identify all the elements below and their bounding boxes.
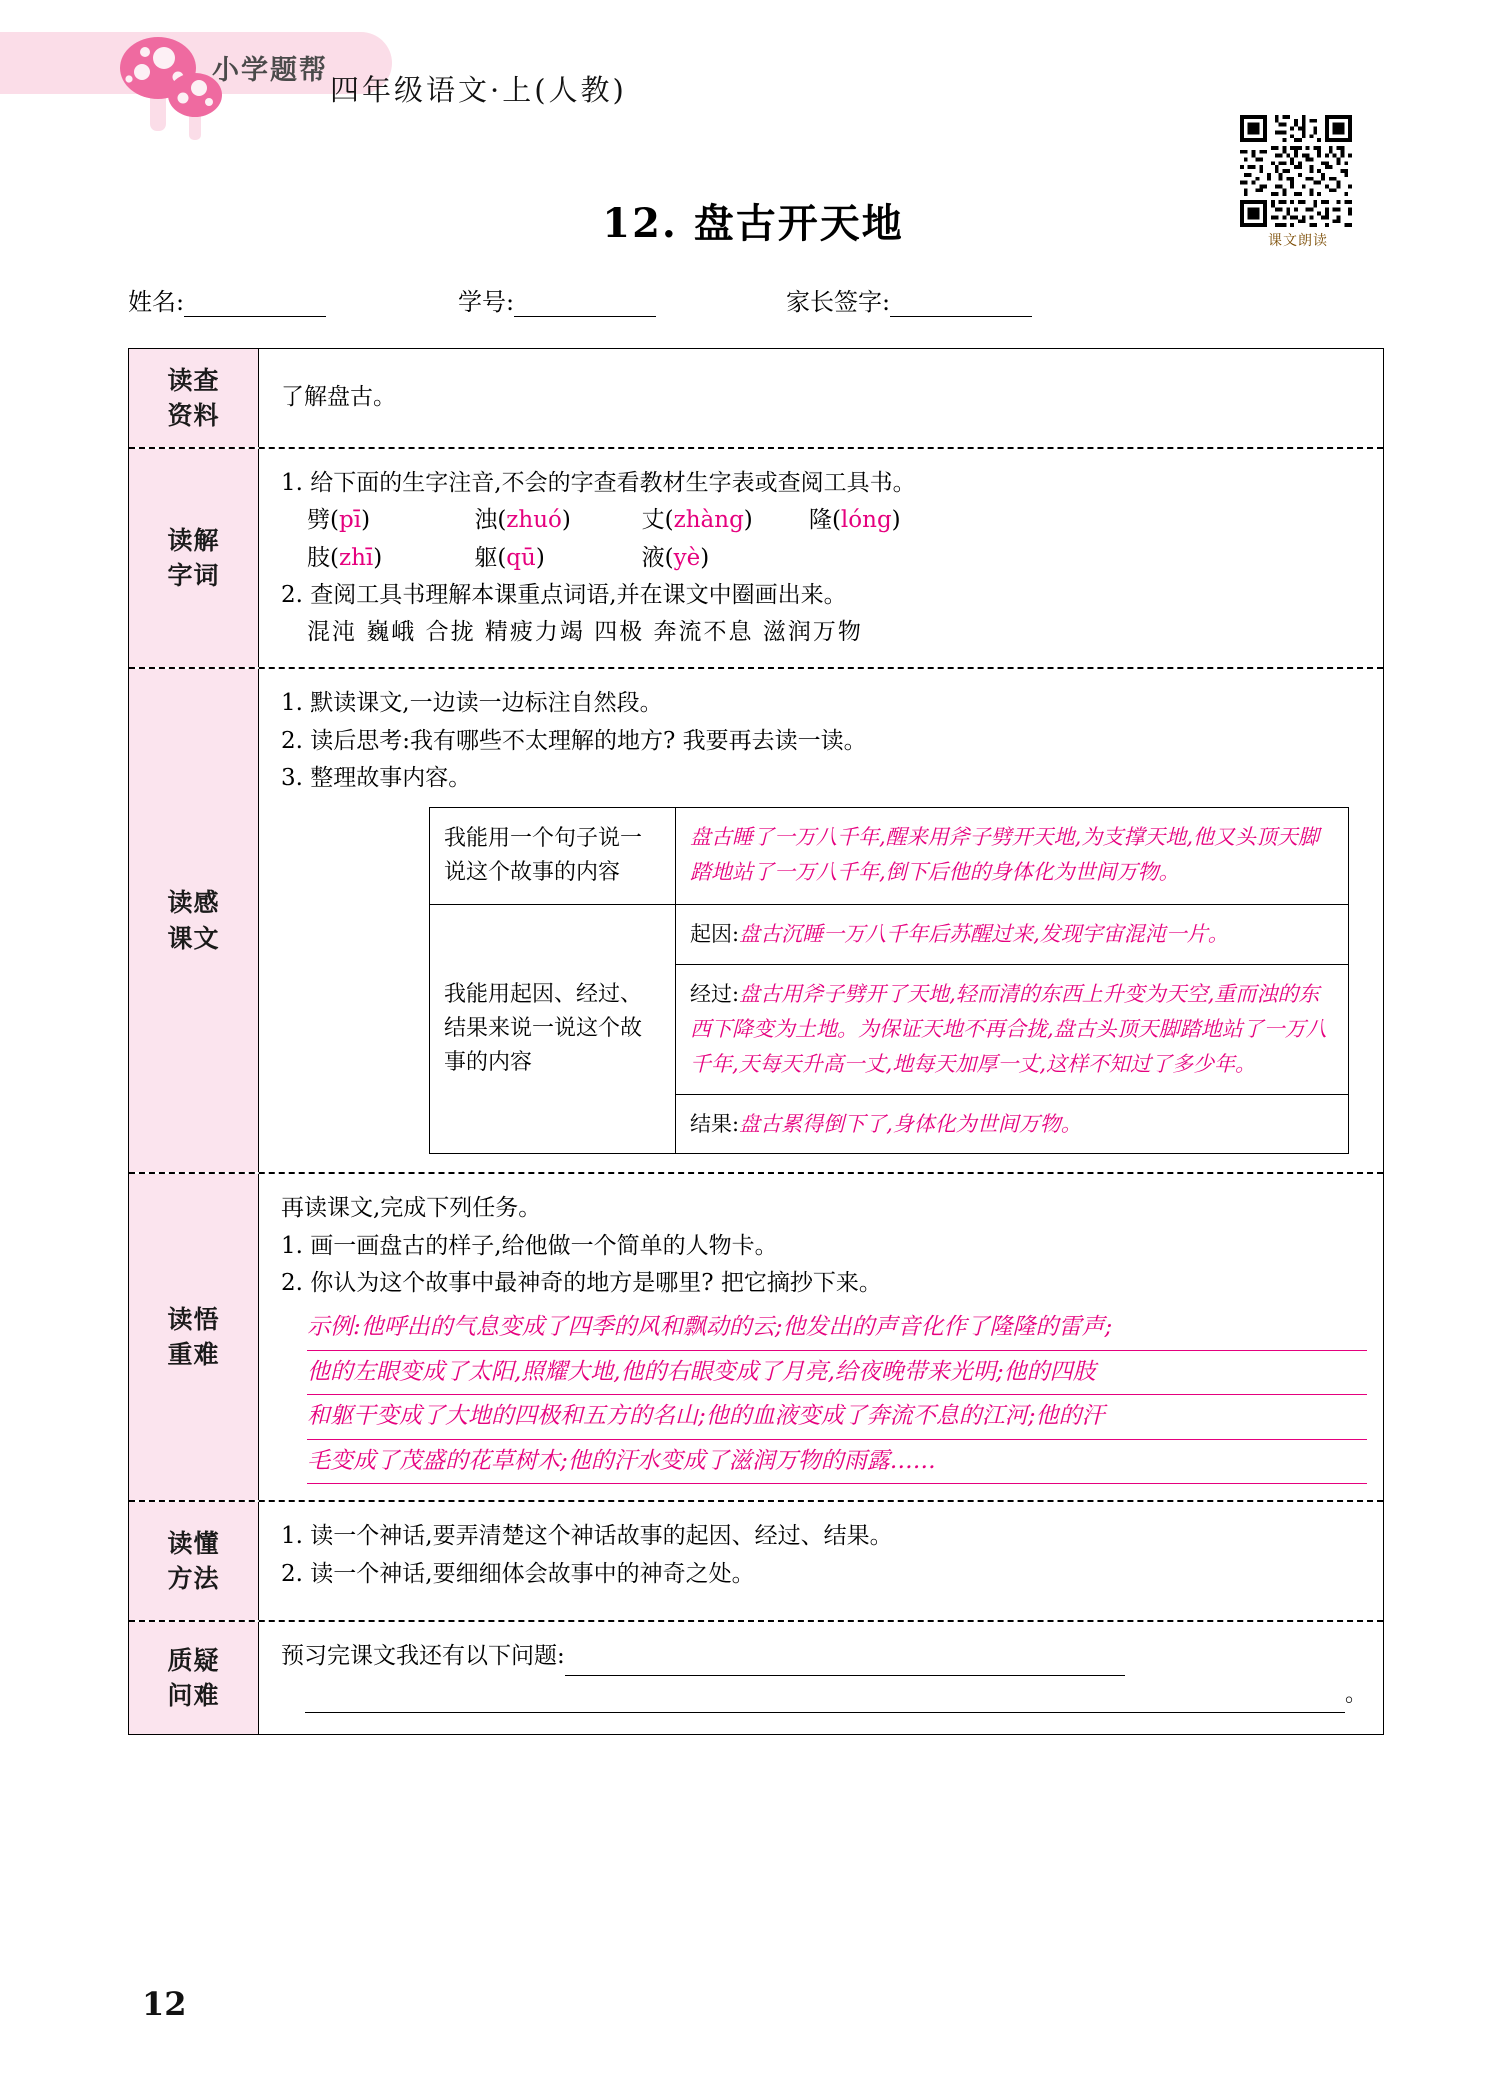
pinyin-item: 浊(zhuó): [474, 507, 571, 534]
questions-end-mark: 。: [1344, 1681, 1367, 1707]
row-content-insight: [259, 1174, 1383, 1500]
pinyin-char: 液: [641, 544, 665, 571]
example-line: 他的左眼变成了太阳,照耀大地,他的右眼变成了月亮,给夜晚带来光明;他的四肢: [307, 1351, 1367, 1396]
story-row-one-sentence: [430, 808, 1348, 905]
pinyin-reading: lóng: [840, 507, 892, 534]
story-result-key: 结果:: [690, 1111, 740, 1136]
pinyin-reading: pī: [338, 507, 362, 534]
story-cause-row: [676, 905, 1348, 965]
parent-signature-label: 家长签字:: [786, 288, 891, 316]
story-cause-key: 起因:: [690, 922, 740, 947]
label-line-1: 读悟: [167, 1304, 220, 1334]
table-row-vocabulary: [129, 449, 1383, 669]
pinyin-reading: qū: [506, 544, 536, 571]
brand-logo-text: 小学题帮: [212, 55, 328, 86]
story-answer-one-sentence[interactable]: 盘古睡了一万八千年,醒来用斧子劈开天地,为支撑天地,他又头顶天脚踏地站了一万八千年,倒下后他的身体化为世间万物。: [690, 825, 1320, 884]
name-field: [128, 282, 326, 317]
method-task-1: 1. 读一个神话,要弄清楚这个神话故事的起因、经过、结果。: [281, 1523, 893, 1550]
name-label: 姓名:: [128, 288, 185, 316]
pinyin-char: 肢: [307, 544, 330, 571]
story-process-row: [676, 965, 1348, 1095]
vocab-task-1: 1. 给下面的生字注音,不会的字查看教材生字表或查阅工具书。: [281, 470, 916, 496]
label-line-2: 课文: [167, 923, 220, 953]
story-prompt-structure: 我能用起因、经过、结果来说一说这个故事的内容: [430, 905, 676, 1153]
row-label-read-research: [129, 349, 259, 447]
pinyin-char: 躯: [474, 544, 498, 571]
story-process-key: 经过:: [690, 982, 740, 1007]
insight-task-2: 2. 你认为这个故事中最神奇的地方是哪里? 把它摘抄下来。: [281, 1269, 882, 1296]
story-result-row: [676, 1095, 1348, 1154]
method-task-2: 2. 读一个神话,要细细体会故事中的神奇之处。: [281, 1560, 755, 1587]
story-cause-answer[interactable]: 盘古沉睡一万八千年后苏醒过来,发现宇宙混沌一片。: [739, 922, 1229, 947]
label-line-1: 读感: [167, 888, 220, 918]
label-line-2: 重难: [167, 1340, 220, 1370]
row-label-questions: [129, 1622, 259, 1734]
row-content-read-research: [259, 349, 1383, 447]
row-content-vocabulary: [259, 449, 1383, 667]
pinyin-row-1: [281, 502, 1367, 539]
row-content-method: [259, 1502, 1383, 1620]
page-number: 12: [142, 1985, 187, 2023]
row-label-vocabulary: [129, 449, 259, 667]
row-label-comprehension: [129, 669, 259, 1172]
student-id-input-line[interactable]: [514, 295, 656, 317]
pinyin-char: 劈: [307, 507, 330, 534]
research-text: 了解盘古。: [281, 384, 396, 411]
student-id-field: [458, 282, 656, 317]
questions-input-line-1[interactable]: [565, 1652, 1125, 1676]
table-row-insight: [129, 1174, 1383, 1502]
pinyin-item: 肢(zhī): [307, 544, 383, 571]
example-line: 和躯干变成了大地的四极和五方的名山;他的血液变成了奔流不息的江河;他的汗: [307, 1395, 1367, 1440]
pinyin-reading: zhuó: [506, 507, 562, 534]
pinyin-item: 隆(lóng): [808, 507, 901, 534]
pinyin-char: 丈: [641, 507, 665, 534]
pinyin-char: 浊: [474, 507, 498, 534]
worksheet-table: [128, 348, 1384, 1735]
pinyin-reading: zhàng: [673, 507, 744, 534]
comprehension-task-3: 3. 整理故事内容。: [281, 764, 472, 791]
table-row-questions: [129, 1622, 1383, 1734]
name-input-line[interactable]: [184, 295, 326, 317]
row-label-insight: [129, 1174, 259, 1500]
example-line: 毛变成了茂盛的花草树木;他的汗水变成了滋润万物的雨露……: [307, 1440, 1367, 1485]
row-content-comprehension: [259, 669, 1383, 1172]
student-id-label: 学号:: [458, 288, 515, 316]
parent-signature-input-line[interactable]: [890, 295, 1032, 317]
qr-label: 课文朗读: [1268, 233, 1328, 249]
pinyin-item: 躯(qū): [474, 544, 545, 571]
pinyin-item: 劈(pī): [307, 507, 371, 534]
row-label-method: [129, 1502, 259, 1620]
label-line-2: 字词: [167, 561, 220, 591]
label-line-1: 质疑: [167, 1645, 220, 1675]
label-line-2: 资料: [167, 401, 220, 430]
subject-line: 四年级语文·上(人教): [330, 73, 627, 107]
questions-second-line: [281, 1676, 1367, 1713]
comprehension-task-1: 1. 默读课文,一边读一边标注自然段。: [281, 690, 663, 717]
questions-input-line-2[interactable]: [305, 1689, 1345, 1713]
story-summary-table: [429, 807, 1349, 1154]
page-title: 12. 盘古开天地: [602, 200, 904, 247]
story-row-structure: [430, 905, 1348, 1153]
story-result-answer[interactable]: 盘古累得倒下了,身体化为世间万物。: [739, 1111, 1082, 1136]
pinyin-item: 丈(zhàng): [641, 507, 753, 534]
example-line: 示例:他呼出的气息变成了四季的风和飘动的云;他发出的声音化作了隆隆的雷声;: [307, 1306, 1367, 1351]
pinyin-row-2: [281, 540, 1367, 577]
pinyin-reading: yè: [673, 544, 701, 571]
label-line-1: 读懂: [167, 1528, 220, 1558]
insight-intro: 再读课文,完成下列任务。: [281, 1195, 542, 1222]
label-line-1: 读解: [167, 525, 220, 555]
pinyin-item: 液(yè): [641, 544, 710, 571]
parent-signature-field: [786, 282, 1032, 317]
label-line-1: 读查: [167, 365, 220, 395]
table-row-read-research: [129, 349, 1383, 449]
vocab-task-2: 2. 查阅工具书理解本课重点词语,并在课文中圈画出来。: [281, 581, 847, 608]
story-prompt-one-sentence: 我能用一个句子说一说这个故事的内容: [430, 808, 676, 904]
comprehension-task-2: 2. 读后思考:我有哪些不太理解的地方? 我要再去读一读。: [281, 727, 867, 754]
pinyin-reading: zhī: [338, 544, 374, 571]
table-row-comprehension: [129, 669, 1383, 1174]
table-row-method: [129, 1502, 1383, 1622]
story-process-answer[interactable]: 盘古用斧子劈开了天地,轻而清的东西上升变为天空,重而浊的东西下降变为土地。为保证天地不再合拢,盘古头顶天脚踏地站了一万八千年,天每天升高一丈,地每天加厚一丈,这样不知过了多少年。: [690, 982, 1327, 1076]
insight-example-answer[interactable]: [281, 1306, 1367, 1484]
label-line-2: 方法: [167, 1564, 220, 1594]
insight-task-1: 1. 画一画盘古的样子,给他做一个简单的人物卡。: [281, 1232, 778, 1259]
pinyin-char: 隆: [808, 507, 832, 534]
questions-prompt-line: [281, 1638, 1367, 1675]
questions-prompt: 预习完课文我还有以下问题:: [281, 1643, 565, 1670]
story-structure-answers: [676, 905, 1348, 1153]
vocab-word-list: 混沌 巍峨 合拢 精疲力竭 四极 奔流不息 滋润万物: [307, 619, 863, 645]
row-content-questions: [259, 1622, 1383, 1734]
label-line-2: 问难: [167, 1681, 220, 1711]
